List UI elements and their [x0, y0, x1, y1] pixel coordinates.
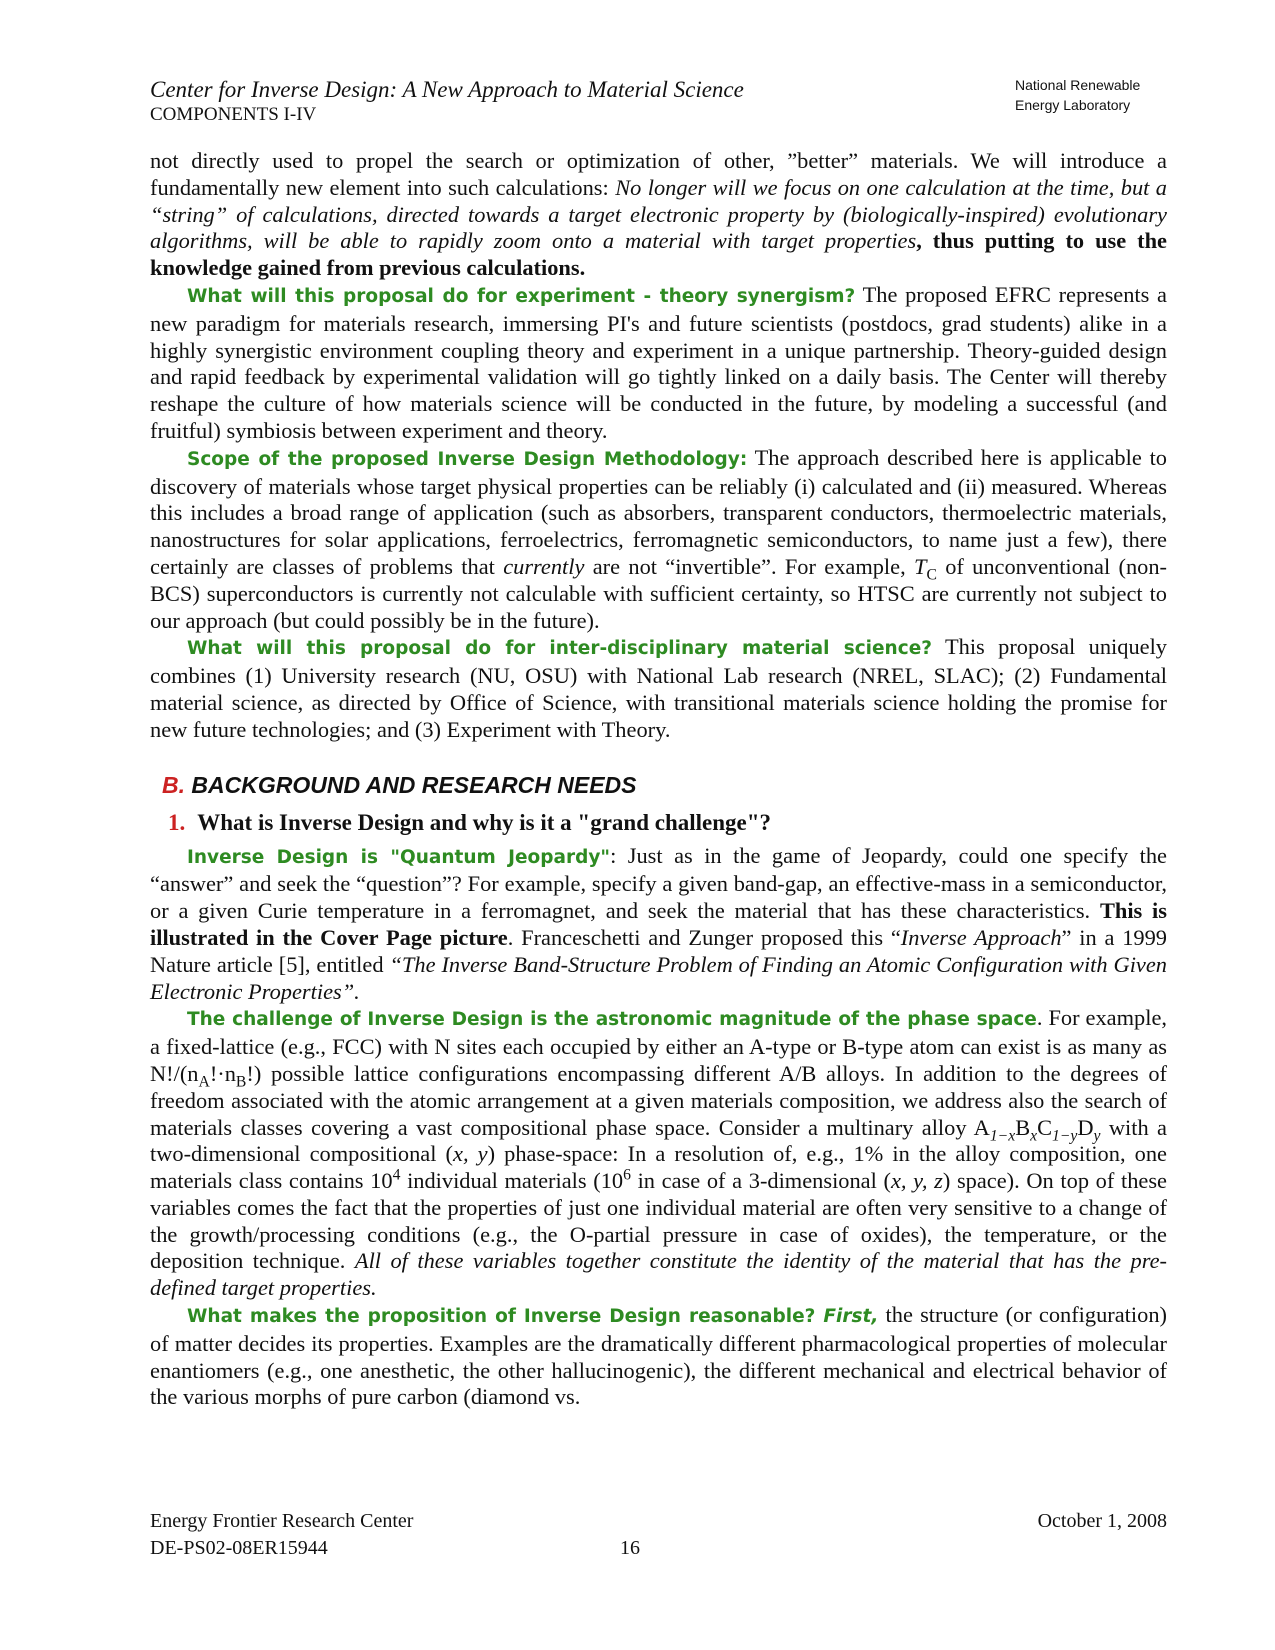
- italic-run: x, y: [453, 1141, 488, 1167]
- text-run: in case of a 3-dimensional (: [630, 1168, 891, 1194]
- paragraph-heading: Inverse Design is "Quantum Jeopardy": [187, 846, 611, 868]
- paragraph-heading: What makes the proposition of Inverse Design reasonable?: [187, 1306, 816, 1328]
- subscript: C: [926, 566, 937, 584]
- bold-run: , thus putting to use the knowledge gained from previous calculations.: [150, 228, 1167, 281]
- superscript: 4: [392, 1166, 401, 1184]
- body-text: [150, 148, 1167, 1411]
- subsection-title: What is Inverse Design and why is it a "grand challenge"?: [197, 809, 772, 835]
- subsection-number: 1.: [168, 809, 186, 835]
- italic-run: No longer will we focus on one calculation at the time, but a “string” of calculations, directed towards a target electronic property by (biologically-inspired) evolutionary algorithms, will be able to rapidly zoom onto a material with target properties: [150, 174, 1167, 254]
- header-org-line: National Renewable: [1015, 77, 1141, 93]
- text-run: ” in a 1999 Nature article [5], entitled: [150, 924, 1167, 977]
- text-run: C: [1037, 1114, 1053, 1140]
- italic-run: Inverse Approach: [900, 924, 1062, 950]
- paragraph-synergism: [150, 282, 1167, 445]
- text-run: ) space). On top of these variables comes the fact that the properties of just one individual material are often very sensitive to a change of the growth/processing conditions (e.g., the O-partial pressure in case of oxides), the temperature, or the deposition technique.: [150, 1168, 1167, 1274]
- text-run: This proposal uniquely combines (1) University research (NU, OSU) with National Lab research (NREL, SLAC); (2) Fundamental material science, as directed by Office of Science, with transitional materials science holding the promise for new future technologies; and (3) Experiment with Theory.: [150, 634, 1167, 742]
- paragraph-challenge: [150, 1005, 1167, 1302]
- subsection-heading: [168, 809, 1167, 837]
- paragraph-heading: What will this proposal do for experiment - theory synergism?: [187, 285, 856, 307]
- subscript: 1−y: [1052, 1126, 1078, 1144]
- text-run: the structure (or configuration) of matter decides its properties. Examples are the dramatically different pharmacological properties of molecular enantiomers (e.g., one anesthetic, the other hallucinogenic), the different mechanical and electrical behavior of the various morphs of pure carbon (diamond vs.: [150, 1302, 1167, 1410]
- italic-run: currently: [503, 553, 585, 579]
- header-org-line: Energy Laboratory: [1015, 97, 1131, 113]
- paragraph-heading: What will this proposal do for inter-disciplinary material science?: [187, 638, 932, 660]
- paragraph-scope: [150, 445, 1167, 635]
- italic-run: x, y, z: [890, 1168, 943, 1194]
- header-organization: [1015, 75, 1165, 115]
- paragraph-continuation: [150, 148, 1167, 282]
- paragraph-interdisciplinary: [150, 634, 1167, 743]
- footer-center-name: Energy Frontier Research Center: [150, 1510, 414, 1532]
- text-run: B: [1015, 1114, 1031, 1140]
- subscript: B: [235, 1073, 247, 1091]
- text-run: with a two-dimensional compositional (: [150, 1114, 1167, 1167]
- text-run: ) phase-space: In a resolution of, e.g., 1% in the alloy composition, one materials class contains 10: [150, 1141, 1167, 1194]
- text-run: . For example, a fixed-lattice (e.g., FCC) with N sites each occupied by either an A-type or B-type atom can exist is as many as N!/(n: [150, 1005, 1167, 1086]
- text-run: The proposed EFRC represents a new paradigm for materials research, immersing PI's and future scientists (postdocs, grad students) alike in a highly synergistic environment coupling theory and experiment in a unique partnership. Theory-guided design and rapid feedback by experimental validation will go tightly linked on a daily basis. The Center will thereby reshape the culture of how materials science will be conducted in the future, by modeling a successful (and fruitful) symbiosis between experiment and theory.: [150, 281, 1167, 443]
- subscript: y: [1093, 1126, 1101, 1144]
- text-run: individual materials (10: [400, 1168, 624, 1194]
- section-letter: B.: [162, 771, 185, 798]
- text-run: not directly used to propel the search or optimization of other, ”better” materials. We will introduce a fundamentally new element into such calculations:: [150, 148, 1167, 200]
- footer-grant-number: DE-PS02-08ER15944: [150, 1537, 328, 1559]
- subscript: x: [1030, 1126, 1038, 1144]
- section-heading: [162, 771, 1167, 799]
- paragraph-heading: The challenge of Inverse Design is the astronomic magnitude of the phase space: [187, 1009, 1037, 1031]
- page-number: 16: [620, 1537, 640, 1559]
- text-run: D: [1077, 1114, 1094, 1140]
- symbol-tc: T: [914, 553, 927, 579]
- italic-run: “The Inverse Band-Structure Problem of Finding an Atomic Configuration with Given Electronic Properties”.: [150, 951, 1167, 1004]
- subscript: 1−x: [989, 1126, 1016, 1144]
- bold-run: This is illustrated in the Cover Page picture: [150, 898, 1167, 950]
- text-run: : Just as in the game of Jeopardy, could one specify the “answer” and seek the “question”? For example, specify a given band-gap, an effective-mass in a semiconductor, or a given Curie temperature in a ferromagnet, and seek the material that has these characteristics.: [150, 842, 1167, 924]
- header-title: Center for Inverse Design: A New Approach to Material Science: [150, 77, 744, 102]
- text-run: !·n: [209, 1060, 236, 1086]
- footer-date: October 1, 2008: [1037, 1510, 1167, 1532]
- header-subtitle: COMPONENTS I-IV: [150, 104, 317, 125]
- italic-run: All of these variables together constitute the identity of the material that has the pre-defined target properties.: [150, 1248, 1168, 1301]
- text-run: !) possible lattice configurations encompassing different A/B alloys. In addition to the degrees of freedom associated with the atomic arrangement at a given materials composition, we address also the search of materials classes covering a vast compositional phase space. Consider a multinary alloy A: [150, 1060, 1167, 1140]
- page-footer-left: [150, 1508, 413, 1562]
- text-run: The approach described here is applicable to discovery of materials whose target physical properties can be reliably (i) calculated and (ii) measured. Whereas this includes a broad range of application (such as absorbers, transparent conductors, thermoelectric materials, nanostructures for solar applications, ferroelectrics, ferromagnetic semiconductors, to name just a few), there certainly are classes of problems that: [150, 444, 1168, 579]
- paragraph-reasonable: [150, 1302, 1167, 1411]
- text-run: of unconventional (non-BCS) superconductors is currently not calculable with sufficient certainty, so HTSC are currently not subject to our approach (but could possibly be in the future).: [150, 553, 1167, 633]
- emphasis-first: First,: [815, 1306, 879, 1328]
- page-header: [150, 76, 744, 126]
- text-run: are not “invertible”. For example,: [584, 553, 914, 579]
- subscript: A: [198, 1073, 210, 1091]
- paragraph-jeopardy: [150, 843, 1167, 1006]
- superscript: 6: [623, 1166, 631, 1184]
- text-run: . Franceschetti and Zunger proposed this “: [507, 924, 901, 950]
- paragraph-heading: Scope of the proposed Inverse Design Methodology:: [187, 448, 748, 470]
- section-title: BACKGROUND AND RESEARCH NEEDS: [185, 771, 637, 798]
